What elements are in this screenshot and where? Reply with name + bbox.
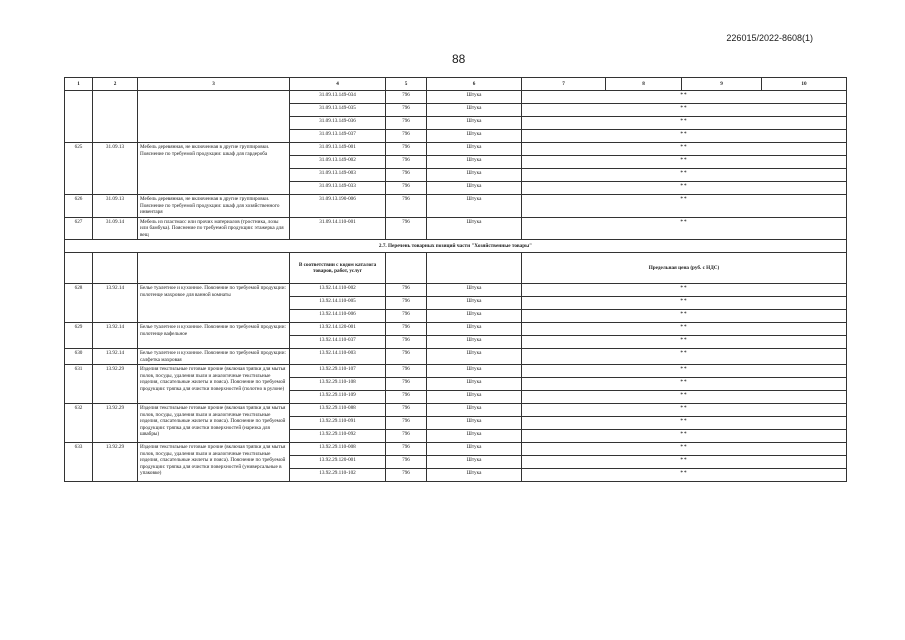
table-row [65, 143, 847, 156]
price-mark: ** [522, 284, 847, 297]
ktru-code: 13.92.14.110-006 [290, 310, 386, 323]
unit-name: Штука [427, 169, 522, 182]
col-header-8: 8 [606, 78, 682, 91]
okpd-code: 13.92.29 [93, 365, 138, 404]
item-name: Белье туалетное и кухонное. Пояснение по требуемой продукции: салфетка махровая [138, 349, 290, 365]
unit-name: Штука [427, 456, 522, 469]
item-name [138, 91, 290, 143]
ktru-code: 31.09.13.149-036 [290, 117, 386, 130]
okpd-code: 13.92.29 [93, 404, 138, 443]
okei-code: 796 [386, 323, 427, 336]
unit-name: Штука [427, 469, 522, 482]
item-name: Мебель деревянная, не включенная в другие группировки. Пояснение по требуемой продукции: шкаф для гардероба [138, 143, 290, 195]
okpd-code [93, 91, 138, 143]
item-number: 628 [65, 284, 93, 323]
okei-code: 796 [386, 182, 427, 195]
table-row [65, 91, 847, 104]
okpd-code: 31.09.13 [93, 143, 138, 195]
price-mark: ** [522, 130, 847, 143]
item-number: 626 [65, 195, 93, 218]
ktru-code: 31.09.13.149-002 [290, 156, 386, 169]
item-name: Мебель из пластмасс или прочих материалов (тростника, лозы или бамбука). Пояснение по требуемой продукции: этажерка для вещ [138, 217, 290, 240]
item-name: Белье туалетное и кухонное. Пояснение по требуемой продукции: полотенце вафельное [138, 323, 290, 349]
table-row [65, 443, 847, 456]
ktru-code: 13.92.29.110-008 [290, 443, 386, 456]
ktru-code: 31.09.13.149-033 [290, 182, 386, 195]
col-header-1: 1 [65, 78, 93, 91]
price-mark: ** [522, 297, 847, 310]
ktru-code: 13.92.29.110-107 [290, 365, 386, 378]
ktru-code: 13.92.29.110-102 [290, 469, 386, 482]
price-mark: ** [522, 469, 847, 482]
unit-name: Штука [427, 417, 522, 430]
ktru-header: В соответствии с кодом каталога товаров, работ, услуг [290, 253, 386, 284]
item-name: Изделия текстильные готовые прочие (включая тряпки для мытья полов, посуды, удаления пыли и аналогичные текстильные изделия, спасательные жилеты и пояса). Пояснение по требуемой продукции: тряпка для очистки поверхностей (универсальные в упаковке) [138, 443, 290, 482]
price-mark: ** [522, 156, 847, 169]
item-number: 633 [65, 443, 93, 482]
okei-code: 796 [386, 378, 427, 391]
price-mark: ** [522, 91, 847, 104]
price-mark: ** [522, 456, 847, 469]
item-number: 631 [65, 365, 93, 404]
ktru-code: 13.92.14.110-002 [290, 284, 386, 297]
price-mark: ** [522, 323, 847, 336]
unit-name: Штука [427, 104, 522, 117]
okpd-code: 31.09.14 [93, 217, 138, 240]
okei-code: 796 [386, 417, 427, 430]
price-mark: ** [522, 195, 847, 218]
col-header-5: 5 [386, 78, 427, 91]
blank-cell [386, 253, 427, 284]
price-mark: ** [522, 417, 847, 430]
ktru-code: 13.92.29.110-088 [290, 404, 386, 417]
price-mark: ** [522, 117, 847, 130]
okei-code: 796 [386, 169, 427, 182]
item-number: 625 [65, 143, 93, 195]
unit-name: Штука [427, 130, 522, 143]
okei-code: 796 [386, 469, 427, 482]
col-header-2: 2 [93, 78, 138, 91]
price-mark: ** [522, 143, 847, 156]
ktru-code: 13.92.29.120-001 [290, 456, 386, 469]
unit-name: Штука [427, 378, 522, 391]
blank-cell [138, 253, 290, 284]
procurement-table [64, 77, 847, 482]
okei-code: 796 [386, 310, 427, 323]
col-header-10: 10 [762, 78, 847, 91]
unit-name: Штука [427, 443, 522, 456]
ktru-code: 31.09.13.190-006 [290, 195, 386, 218]
okei-code: 796 [386, 104, 427, 117]
unit-name: Штука [427, 404, 522, 417]
ktru-code: 13.92.14.110-037 [290, 336, 386, 349]
item-number: 629 [65, 323, 93, 349]
section-title-row [65, 240, 847, 253]
col-header-4: 4 [290, 78, 386, 91]
okei-code: 796 [386, 443, 427, 456]
unit-name: Штука [427, 117, 522, 130]
col-header-3: 3 [138, 78, 290, 91]
okei-code: 796 [386, 297, 427, 310]
blank-cell [65, 253, 93, 284]
okei-code: 796 [386, 456, 427, 469]
okei-code: 796 [386, 117, 427, 130]
unit-name: Штука [427, 284, 522, 297]
price-mark: ** [522, 182, 847, 195]
price-mark: ** [522, 349, 847, 365]
unit-name: Штука [427, 336, 522, 349]
okei-code: 796 [386, 336, 427, 349]
ktru-code: 13.92.14.110-003 [290, 349, 386, 365]
okei-code: 796 [386, 349, 427, 365]
okpd-code: 13.92.14 [93, 323, 138, 349]
document-id: 226015/2022-8608(1) [726, 33, 813, 43]
table-row [65, 195, 847, 218]
unit-name: Штука [427, 143, 522, 156]
table-row [65, 404, 847, 417]
col-header-6: 6 [427, 78, 522, 91]
blank-cell [427, 253, 522, 284]
ktru-code: 31.09.13.149-003 [290, 169, 386, 182]
okei-code: 796 [386, 217, 427, 240]
item-number: 630 [65, 349, 93, 365]
okei-code: 796 [386, 130, 427, 143]
price-mark: ** [522, 378, 847, 391]
okpd-code: 13.92.14 [93, 284, 138, 323]
okei-code: 796 [386, 365, 427, 378]
okei-code: 796 [386, 156, 427, 169]
okpd-code: 13.92.29 [93, 443, 138, 482]
ktru-code: 31.09.13.149-001 [290, 143, 386, 156]
section-column-header-row [65, 253, 847, 284]
unit-name: Штука [427, 195, 522, 218]
unit-name: Штука [427, 156, 522, 169]
item-name: Изделия текстильные готовые прочие (включая тряпки для мытья полов, посуды, удаления пыли и аналогичные текстильные изделия, спасательные жилеты и пояса). Пояснение по требуемой продукции: тряпка для очистки поверхностей (полотно в рулоне) [138, 365, 290, 404]
unit-name: Штука [427, 91, 522, 104]
ktru-code: 13.92.29.110-091 [290, 417, 386, 430]
unit-name: Штука [427, 365, 522, 378]
price-mark: ** [522, 217, 847, 240]
okei-code: 796 [386, 91, 427, 104]
ktru-code: 31.09.13.149-034 [290, 91, 386, 104]
ktru-code: 13.92.29.110-109 [290, 391, 386, 404]
item-number: 627 [65, 217, 93, 240]
unit-name: Штука [427, 182, 522, 195]
unit-name: Штука [427, 310, 522, 323]
page-number: 88 [452, 52, 466, 66]
table-row [65, 284, 847, 297]
unit-name: Штука [427, 391, 522, 404]
table-row [65, 365, 847, 378]
okpd-code: 13.92.14 [93, 349, 138, 365]
col-header-9: 9 [682, 78, 762, 91]
item-name: Изделия текстильные готовые прочие (включая тряпки для мытья полов, посуды, удаления пыли и аналогичные текстильные изделия, спасательные жилеты и пояса). Пояснение по требуемой продукции: тряпка для очистки поверхностей (нарезка для швабры) [138, 404, 290, 443]
ktru-code: 13.92.29.110-092 [290, 430, 386, 443]
price-header: Предельная цена (руб. с НДС) [522, 253, 847, 284]
table-row [65, 349, 847, 365]
ktru-code: 31.09.14.110-001 [290, 217, 386, 240]
okei-code: 796 [386, 404, 427, 417]
item-name: Белье туалетное и кухонное. Пояснение по требуемой продукции: полотенце махровое для ванной комнаты [138, 284, 290, 323]
price-mark: ** [522, 404, 847, 417]
ktru-code: 31.09.13.149-035 [290, 104, 386, 117]
okei-code: 796 [386, 284, 427, 297]
okei-code: 796 [386, 195, 427, 218]
section-title: 2.7. Перечень товарных позиций части "Хозяйственные товары" [65, 240, 847, 253]
table-row [65, 323, 847, 336]
okei-code: 796 [386, 143, 427, 156]
unit-name: Штука [427, 349, 522, 365]
ktru-code: 13.92.14.120-001 [290, 323, 386, 336]
column-number-row [65, 78, 847, 91]
ktru-code: 31.09.13.149-037 [290, 130, 386, 143]
price-mark: ** [522, 310, 847, 323]
ktru-code: 13.92.29.110-108 [290, 378, 386, 391]
price-mark: ** [522, 443, 847, 456]
unit-name: Штука [427, 430, 522, 443]
item-number: 632 [65, 404, 93, 443]
item-name: Мебель деревянная, не включенная в другие группировки. Пояснение по требуемой продукции: шкаф для хозяйственного инвентаря [138, 195, 290, 218]
price-mark: ** [522, 430, 847, 443]
unit-name: Штука [427, 217, 522, 240]
ktru-code: 13.92.14.110-005 [290, 297, 386, 310]
okei-code: 796 [386, 430, 427, 443]
price-mark: ** [522, 391, 847, 404]
price-mark: ** [522, 336, 847, 349]
price-mark: ** [522, 169, 847, 182]
price-mark: ** [522, 104, 847, 117]
okei-code: 796 [386, 391, 427, 404]
blank-cell [93, 253, 138, 284]
col-header-7: 7 [522, 78, 606, 91]
table-row [65, 217, 847, 240]
unit-name: Штука [427, 323, 522, 336]
price-mark: ** [522, 365, 847, 378]
item-number [65, 91, 93, 143]
unit-name: Штука [427, 297, 522, 310]
okpd-code: 31.09.13 [93, 195, 138, 218]
